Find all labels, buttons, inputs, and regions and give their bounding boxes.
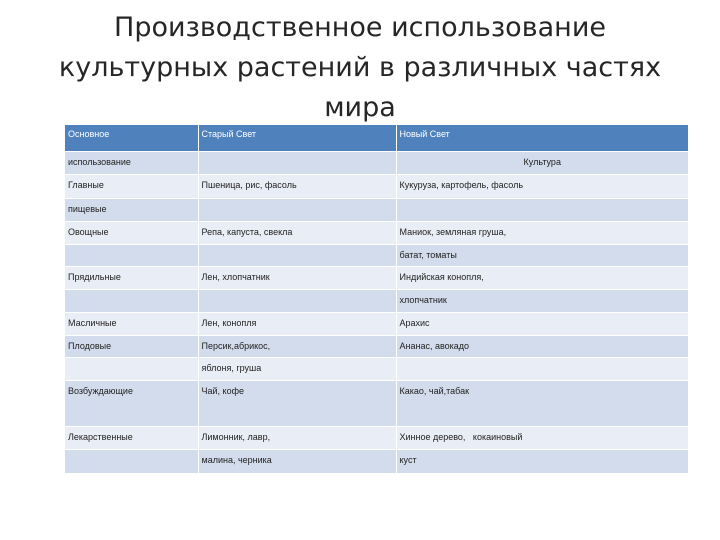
slide-title-line-3: мира	[324, 92, 396, 123]
table-cell: Какао, чай,табак	[396, 381, 688, 427]
table-cell	[198, 152, 396, 175]
table-row	[65, 175, 688, 199]
slide-title	[40, 8, 680, 128]
table-cell: Лимонник, лавр,	[198, 427, 396, 450]
table-cell	[65, 358, 198, 381]
table-cell: использование	[65, 152, 198, 175]
table-cell	[198, 245, 396, 267]
table-cell: яблоня, груша	[198, 358, 396, 381]
table-cell: Лекарственные	[65, 427, 198, 450]
table-cell: Хинное дерево, кокаиновый	[396, 427, 688, 450]
table-row	[65, 152, 688, 175]
table-cell: Индийская конопля,	[396, 267, 688, 290]
table-cell: Маниок, земляная груша,	[396, 222, 688, 245]
table-cell: Лен, хлопчатник	[198, 267, 396, 290]
table-row	[65, 199, 688, 222]
table-cell: пищевые	[65, 199, 198, 222]
table-row	[65, 290, 688, 313]
table-cell	[396, 358, 688, 381]
table-cell	[65, 450, 198, 473]
table-cell	[198, 199, 396, 222]
table-row	[65, 381, 688, 427]
table-cell: Ананас, авокадо	[396, 336, 688, 358]
table-header-row	[65, 125, 688, 152]
table-row	[65, 313, 688, 336]
crops-table	[65, 124, 688, 473]
table-row	[65, 450, 688, 473]
table-cell: Овощные	[65, 222, 198, 245]
table-cell: малина, черника	[198, 450, 396, 473]
header-cell-new-world: Новый Свет	[396, 125, 688, 152]
table-cell	[65, 290, 198, 313]
table-cell: хлопчатник	[396, 290, 688, 313]
table-cell: Пшеница, рис, фасоль	[198, 175, 396, 199]
table-cell: Чай, кофе	[198, 381, 396, 427]
table-cell: Персик,абрикос,	[198, 336, 396, 358]
table-row	[65, 222, 688, 245]
table-cell: батат, томаты	[396, 245, 688, 267]
table-cell: Возбуждающие	[65, 381, 198, 427]
table-cell: Культура	[396, 152, 688, 175]
table-cell	[65, 245, 198, 267]
table-cell: куст	[396, 450, 688, 473]
table-row	[65, 245, 688, 267]
table-cell	[396, 199, 688, 222]
slide-title-line-2: культурных растений в различных частях	[58, 52, 662, 83]
table-row	[65, 336, 688, 358]
table-row	[65, 358, 688, 381]
table-cell: Масличные	[65, 313, 198, 336]
table-cell: Кукуруза, картофель, фасоль	[396, 175, 688, 199]
table-row	[65, 427, 688, 450]
table-cell: Прядильные	[65, 267, 198, 290]
table-cell	[198, 290, 396, 313]
table-cell: Арахис	[396, 313, 688, 336]
table-cell: Главные	[65, 175, 198, 199]
table-row	[65, 267, 688, 290]
table-cell: Лен, конопля	[198, 313, 396, 336]
table-cell: Плодовые	[65, 336, 198, 358]
header-cell-usage: Основное	[65, 125, 198, 152]
table-cell: Репа, капуста, свекла	[198, 222, 396, 245]
slide-title-line-1: Производственное использование	[114, 12, 606, 43]
header-cell-old-world: Старый Свет	[198, 125, 396, 152]
